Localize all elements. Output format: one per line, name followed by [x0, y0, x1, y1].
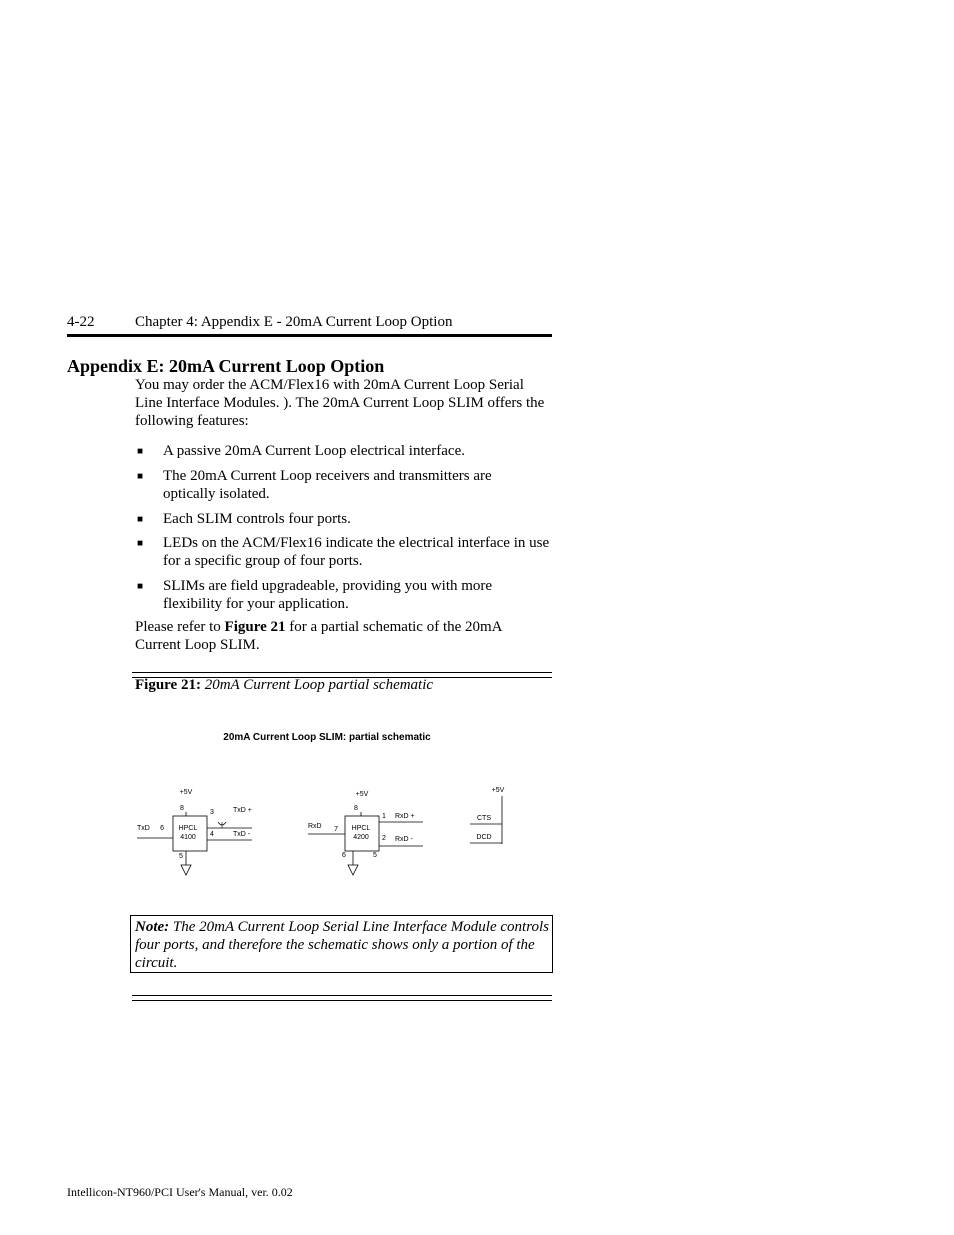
note-box — [130, 915, 553, 973]
chip1-pin-right-top: 3 — [210, 809, 214, 816]
figure-caption-text: 20mA Current Loop partial schematic — [204, 677, 434, 693]
figure-caption — [135, 676, 433, 694]
chip2-pin-top: 8 — [354, 805, 358, 812]
chip2-pin-right-bottom: 2 — [382, 835, 386, 842]
footer-text: Intellicon-NT960/PCI User's Manual, ver. 0.02 — [67, 1185, 293, 1199]
section-heading: Appendix E: 20mA Current Loop Option — [67, 356, 385, 376]
chip1-pin-top: 8 — [180, 805, 184, 812]
chip2-pin-bottom-left: 6 — [342, 852, 346, 859]
note-text: The 20mA Current Loop Serial Line Interface Module controls four ports, and therefore the schematic shows only a portion of the circuit. — [135, 919, 549, 971]
block3-signal2: DCD — [476, 834, 492, 841]
refer-paragraph — [135, 618, 525, 654]
bullet-marker: ■ — [137, 581, 144, 592]
chip1-pin-left: 6 — [160, 825, 164, 832]
ground-icon — [181, 865, 191, 875]
note-label: Note: — [135, 919, 170, 935]
bullet-item: SLIMs are field upgradeable, providing you with more flexibility for your application. — [163, 578, 493, 612]
chip2-out-label: RxD — [308, 823, 322, 830]
bullet-item: The 20mA Current Loop receivers and transmitters are optically isolated. — [163, 468, 492, 502]
bullet-marker: ■ — [137, 446, 144, 457]
schematic — [130, 718, 554, 908]
chapter-title: Chapter 4: Appendix E - 20mA Current Loop Option — [135, 314, 453, 330]
chip2-in-plus: RxD + — [395, 813, 415, 820]
chip1-in-label: TxD — [137, 825, 150, 832]
chip1-name: HPCL — [178, 825, 198, 832]
chip1-vcc: +5V — [179, 789, 193, 796]
chip-hpcl4100 — [137, 789, 252, 875]
bullet-marker: ■ — [137, 471, 144, 482]
bullet-item: LEDs on the ACM/Flex16 indicate the electrical interface in use for a specific group of four ports. — [163, 535, 550, 569]
chip1-pin-right-bottom: 4 — [210, 831, 214, 838]
chip2-pin-right-top: 1 — [382, 813, 386, 820]
bullet-item: A passive 20mA Current Loop electrical interface. — [163, 443, 465, 459]
bullet-marker: ■ — [137, 538, 144, 549]
refer-suffix: for a partial schematic of the 20mA Current Loop SLIM. — [135, 619, 502, 653]
chip2-number: 4200 — [353, 834, 369, 841]
chip2-name: HPCL — [351, 825, 371, 832]
figure-bottom-rule — [132, 995, 552, 1001]
chip2-in-minus: RxD - — [395, 836, 413, 843]
figure-reference: Figure 21 — [224, 619, 286, 635]
bullet-marker: ■ — [137, 514, 144, 525]
chip2-pin-bottom-right: 5 — [373, 852, 377, 859]
chip1-out-minus: TxD - — [233, 831, 251, 838]
chip2-vcc: +5V — [355, 791, 369, 798]
schematic-title: 20mA Current Loop SLIM: partial schematic — [223, 732, 431, 743]
refer-prefix: Please refer to — [135, 619, 225, 635]
header-rule — [67, 334, 552, 337]
chip1-out-plus: TxD + — [233, 807, 252, 814]
chip1-pin-bottom: 5 — [179, 853, 183, 860]
page-number: 4-22 — [67, 314, 95, 330]
bullet-item: Each SLIM controls four ports. — [163, 511, 351, 527]
intro-paragraph: You may order the ACM/Flex16 with 20mA Current Loop Serial Line Interface Modules. ). The 20mA Current Loop SLIM offers the following features: — [135, 377, 545, 429]
chip1-number: 4100 — [180, 834, 196, 841]
figure-label: Figure 21: — [135, 677, 201, 693]
ground-icon — [348, 865, 358, 875]
block3-signal1: CTS — [477, 815, 491, 822]
block3-vcc: +5V — [491, 787, 505, 794]
chip-hpcl4200 — [308, 791, 423, 875]
chip2-pin-left: 7 — [334, 826, 338, 833]
cts-dcd-block — [470, 787, 505, 844]
